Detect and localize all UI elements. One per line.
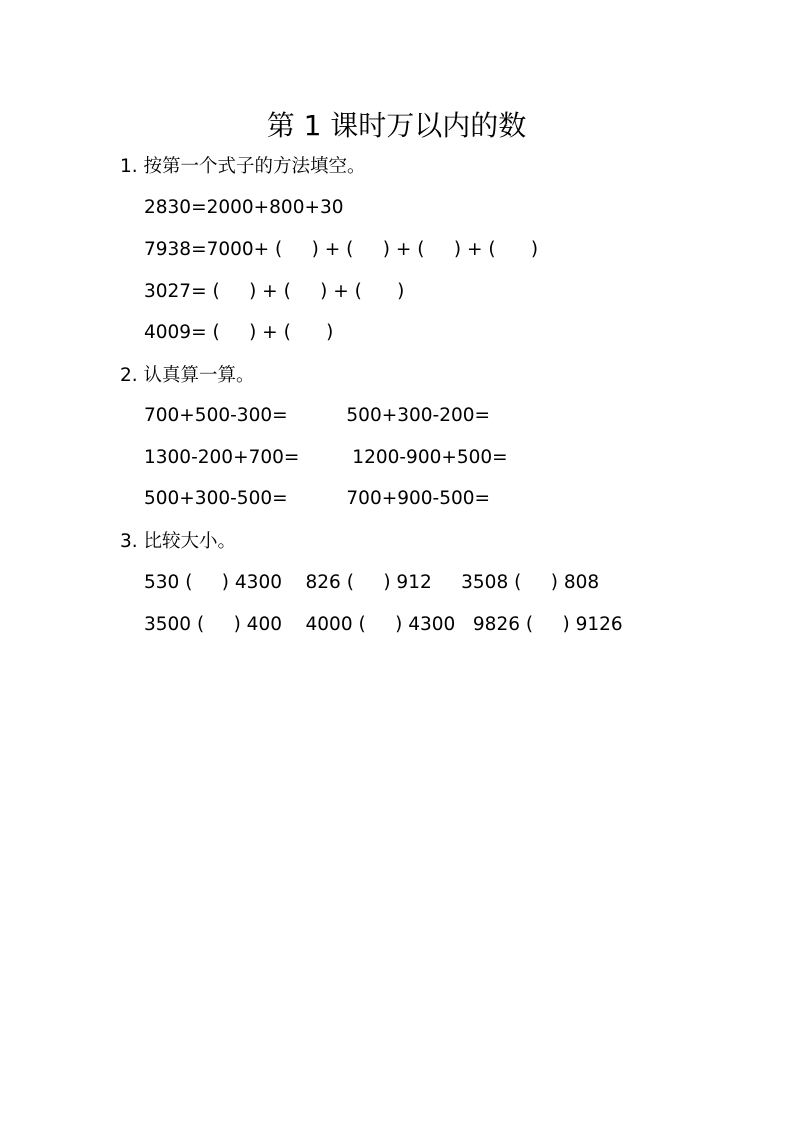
question-2-line-2: 1300-200+700= 1200-900+500=	[144, 447, 508, 468]
question-1-line-3: 3027= ( ) + ( ) + ( )	[144, 281, 405, 302]
question-1-line-1: 2830=2000+800+30	[144, 197, 344, 218]
page-title: 第 1 课时万以内的数	[266, 109, 527, 142]
question-3-line-2: 3500 ( ) 400 4000 ( ) 4300 9826 ( ) 9126	[144, 614, 623, 635]
question-1-line-2: 7938=7000+ ( ) + ( ) + ( ) + ( )	[144, 239, 539, 260]
question-3-line-1: 530 ( ) 4300 826 ( ) 912 3508 ( ) 808	[144, 572, 600, 593]
question-2-line-1: 700+500-300= 500+300-200=	[144, 405, 491, 426]
question-1-heading: 1. 按第一个式子的方法填空。	[120, 156, 366, 177]
question-1-line-4: 4009= ( ) + ( )	[144, 322, 334, 343]
question-3-heading: 3. 比较大小。	[120, 531, 237, 552]
question-2-heading: 2. 认真算一算。	[120, 365, 255, 386]
question-2-line-3: 500+300-500= 700+900-500=	[144, 488, 491, 509]
